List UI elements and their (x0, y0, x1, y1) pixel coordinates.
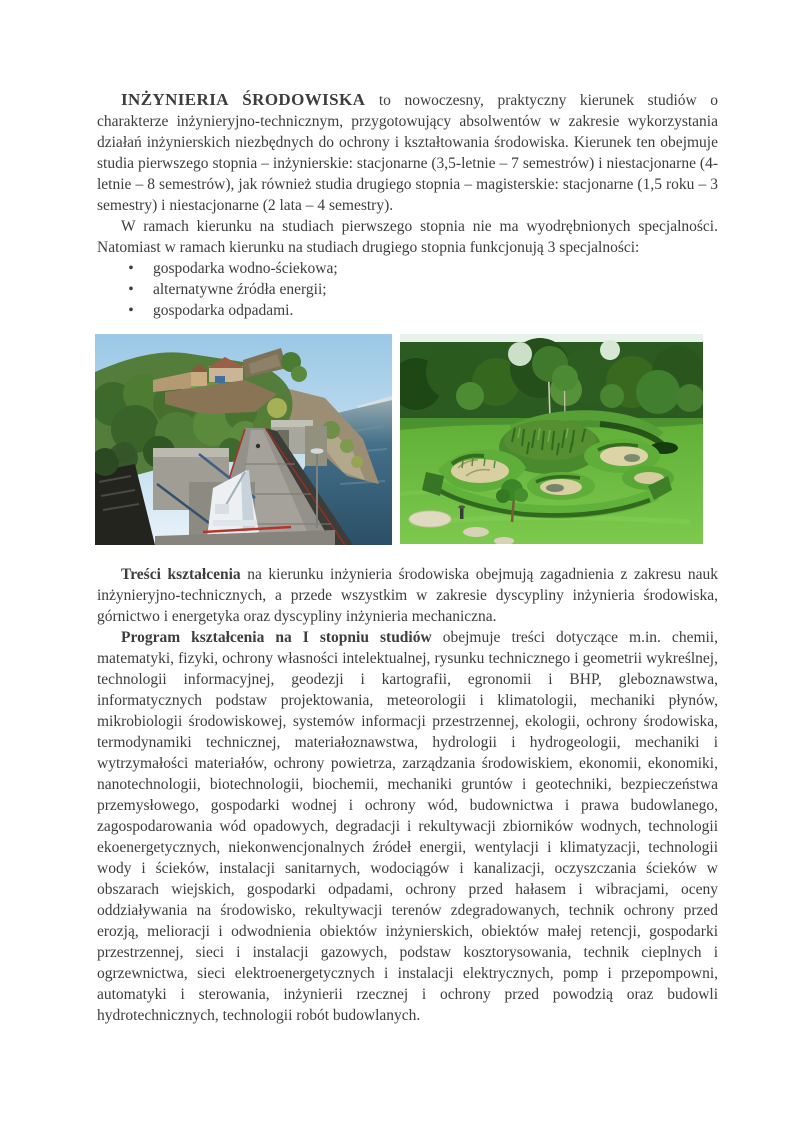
intro-lead: INŻYNIERIA ŚRODOWISKA (121, 90, 366, 109)
bullet-icon: • (128, 281, 134, 298)
specializations-text: W ramach kierunku na studiach pierwszego stopnia nie ma wyodrębnionych specjalności. Natomiast w ramach kierunku na studiach drugiego stopnia funkcjonują 3 specjalności: (97, 218, 718, 256)
bullet-icon: • (128, 302, 134, 319)
list-item (97, 279, 718, 300)
intro-paragraph (97, 89, 718, 216)
program-lead: Program kształcenia na I stopniu studiów (121, 629, 432, 646)
bullet-item-label: alternatywne źródła energii; (153, 281, 327, 298)
bullet-icon: • (128, 260, 134, 277)
list-item (97, 300, 718, 321)
specializations-paragraph (97, 216, 718, 258)
intro-text: to nowoczesny, praktyczny kierunek studiów o charakterze inżynieryjno-technicznym, przygotowujący absolwentów w zakresie wykorzystania działań inżynierskich niezbędnych do ochrony i kształtowania środowiska. Kierunek ten obejmuje studia pierwszego stopnia – inżynierskie: stacjonarne (3,5-letnie – 7 semestrów) i niestacjonarne (4-letnie – 8 semestrów), jak również studia drugiego stopnia – magisterskie: stacjonarne (1,5 roku – 3 semestry) i niestacjonarne (2 lata – 4 semestry). (97, 92, 718, 214)
list-item (97, 258, 718, 279)
dam-with-castle-photo (95, 334, 392, 545)
bullet-item-label: gospodarka wodno-ściekowa; (153, 260, 338, 277)
program-text: obejmuje treści dotyczące m.in. chemii, matematyki, fizyki, ochrony własności intelektualnej, rysunku technicznego i geometrii wykreślnej, technologii informacyjnej, geodezji i kartografii, egronomii i BHP, gleboznawstwa, informatycznych podstaw projektowania, meteorologii i klimatologii, mechaniki płynów, mikrobiologii środowiskowej, systemów informacji przestrzennej, ekologii, ochrony środowiska, termodynamiki technicznej, materiałoznawstwa, hydrologii i hydrogeologii, mechaniki i wytrzymałości materiałów, ochrony powietrza, zarządzania środowiskiem, ekonomii, ekonomiki, nanotechnologii, biotechnologii, biochemii, mechaniki gruntów i geotechniki, bezpieczeństwa przemysłowego, gospodarki wodnej i ochrony wód, budownictwa i prawa budowlanego, zagospodarowania wód opadowych, degradacji i rekultywacji zbiorników wodnych, technologii ekoenergetycznych, niekonwencjonalnych źródeł energii, wentylacji i klimatyzacji, technologii wody i ścieków, instalacji sanitarnych, wodociągów i kanalizacji, oczyszczania ścieków w obszarach wiejskich, gospodarki odpadami, ochrony przed hałasem i wibracjami, oceny oddziaływania na środowisko, rekultywacji terenów zdegradowanych, technik ochrony przed erozją, melioracji i odwodnienia obiektów inżynierskich, obiektów małej retencji, gospodarki przestrzennej, sieci i instalacji gazowych, podstaw kosztorysowania, technik cieplnych i ogrzewnictwa, sieci elektroenergetycznych i instalacji elektrycznych, pomp i przepompowni, automatyki i sterowania, inżynierii rzecznej i ochrony przed powodzią oraz budowli hydrotechnicznych, technologii robót budowlanych. (97, 629, 718, 1024)
document-body (97, 89, 718, 1026)
bullet-item-label: gospodarka odpadami. (153, 302, 294, 319)
content-lead: Treści kształcenia (121, 566, 241, 583)
constructed-wetland-photo (400, 334, 703, 544)
bullet-list (97, 258, 718, 321)
photos-row (95, 334, 718, 545)
content-paragraph (97, 564, 718, 627)
content-text: na kierunku inżynieria środowiska obejmują zagadnienia z zakresu nauk inżynieryjno-technicznych, a przede wszystkim w zakresie dyscypliny inżynieria środowiska, górnictwo i energetyka oraz dyscypliny inżynieria mechaniczna. (97, 566, 718, 625)
program-paragraph (97, 627, 718, 1026)
